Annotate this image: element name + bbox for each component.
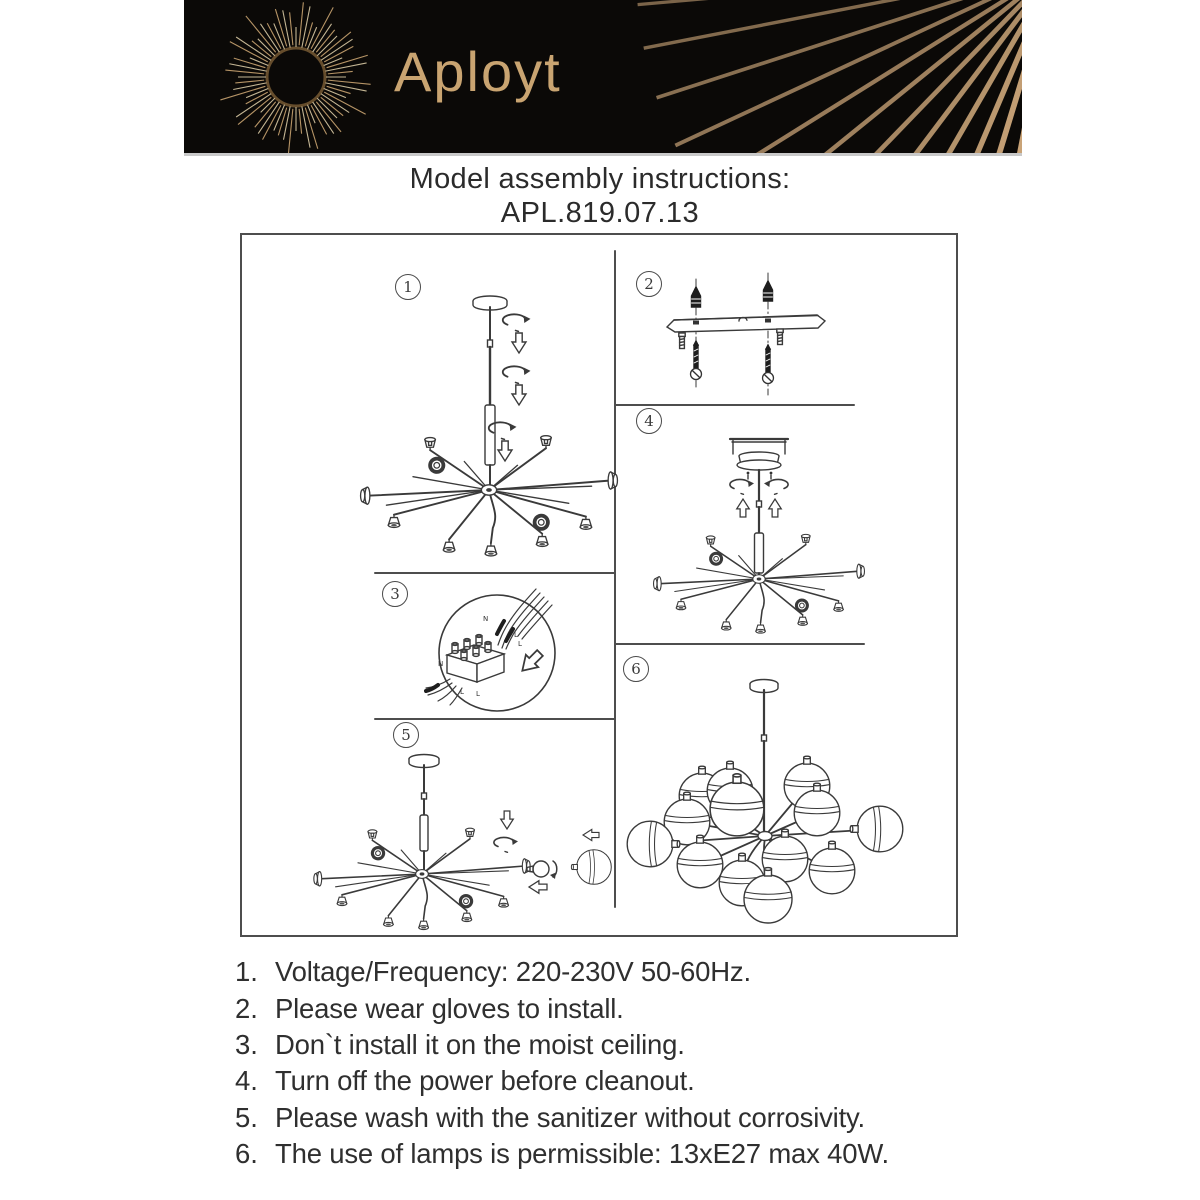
model-number: APL.819.07.13 [500,197,700,229]
note-item [235,1100,889,1136]
note-number: 3. [235,1028,258,1060]
note-number: 1. [235,956,258,988]
note-text: Please wear gloves to install. [275,992,624,1024]
step-1-number: 1 [403,278,413,296]
step-2-number: 2 [644,275,654,293]
notes-list [235,954,889,1172]
wire-label-live: L [514,631,518,639]
sunburst-logo-icon [220,2,370,153]
step-4-number: 4 [644,412,654,430]
step-2-illustration [667,273,825,395]
step-1-illustration [361,296,618,556]
step-6-number: 6 [631,660,641,678]
panel-dividers [375,251,864,907]
step-5-badge [393,722,419,748]
note-text: Please wash with the sanitizer without corrosivity. [275,1101,865,1133]
step-6-illustration [627,680,903,924]
note-item [235,1027,889,1063]
step-4-illustration [654,439,865,633]
note-number: 5. [235,1101,258,1133]
step-3-badge [382,581,408,607]
step-3-number: 3 [390,585,400,603]
assembly-diagram [240,233,958,937]
assembly-diagram-art [242,235,956,935]
wire-label-live: L [460,688,464,696]
note-item [235,990,889,1026]
wire-label-neutral: N [483,615,489,623]
banner-art [184,0,1022,153]
note-text: The use of lamps is permissible: 13xE27 max 40W. [275,1138,889,1170]
wire-label-live: L [476,690,480,698]
wire-label-neutral: N [438,660,444,668]
step-2-badge [636,271,662,297]
step-5-illustration [314,755,611,930]
brand-banner [184,0,1022,156]
note-item [235,1063,889,1099]
note-text: Voltage/Frequency: 220-230V 50-60Hz. [275,956,751,988]
note-text: Don`t install it on the moist ceiling. [275,1028,685,1060]
step-6-badge [623,656,649,682]
step-4-badge [636,408,662,434]
note-number: 2. [235,992,258,1024]
note-text: Turn off the power before cleanout. [275,1065,695,1097]
step-3-illustration [426,589,555,711]
step-1-badge [395,274,421,300]
step-5-number: 5 [401,726,411,744]
note-number: 4. [235,1065,258,1097]
note-item [235,1136,889,1172]
wire-label-live: L [518,640,522,648]
note-number: 6. [235,1138,258,1170]
note-item [235,954,889,990]
corner-rays-decoration [638,0,1022,153]
brand-logo-text: Aployt [394,40,562,103]
page-title: Model assembly instructions: [409,163,791,195]
